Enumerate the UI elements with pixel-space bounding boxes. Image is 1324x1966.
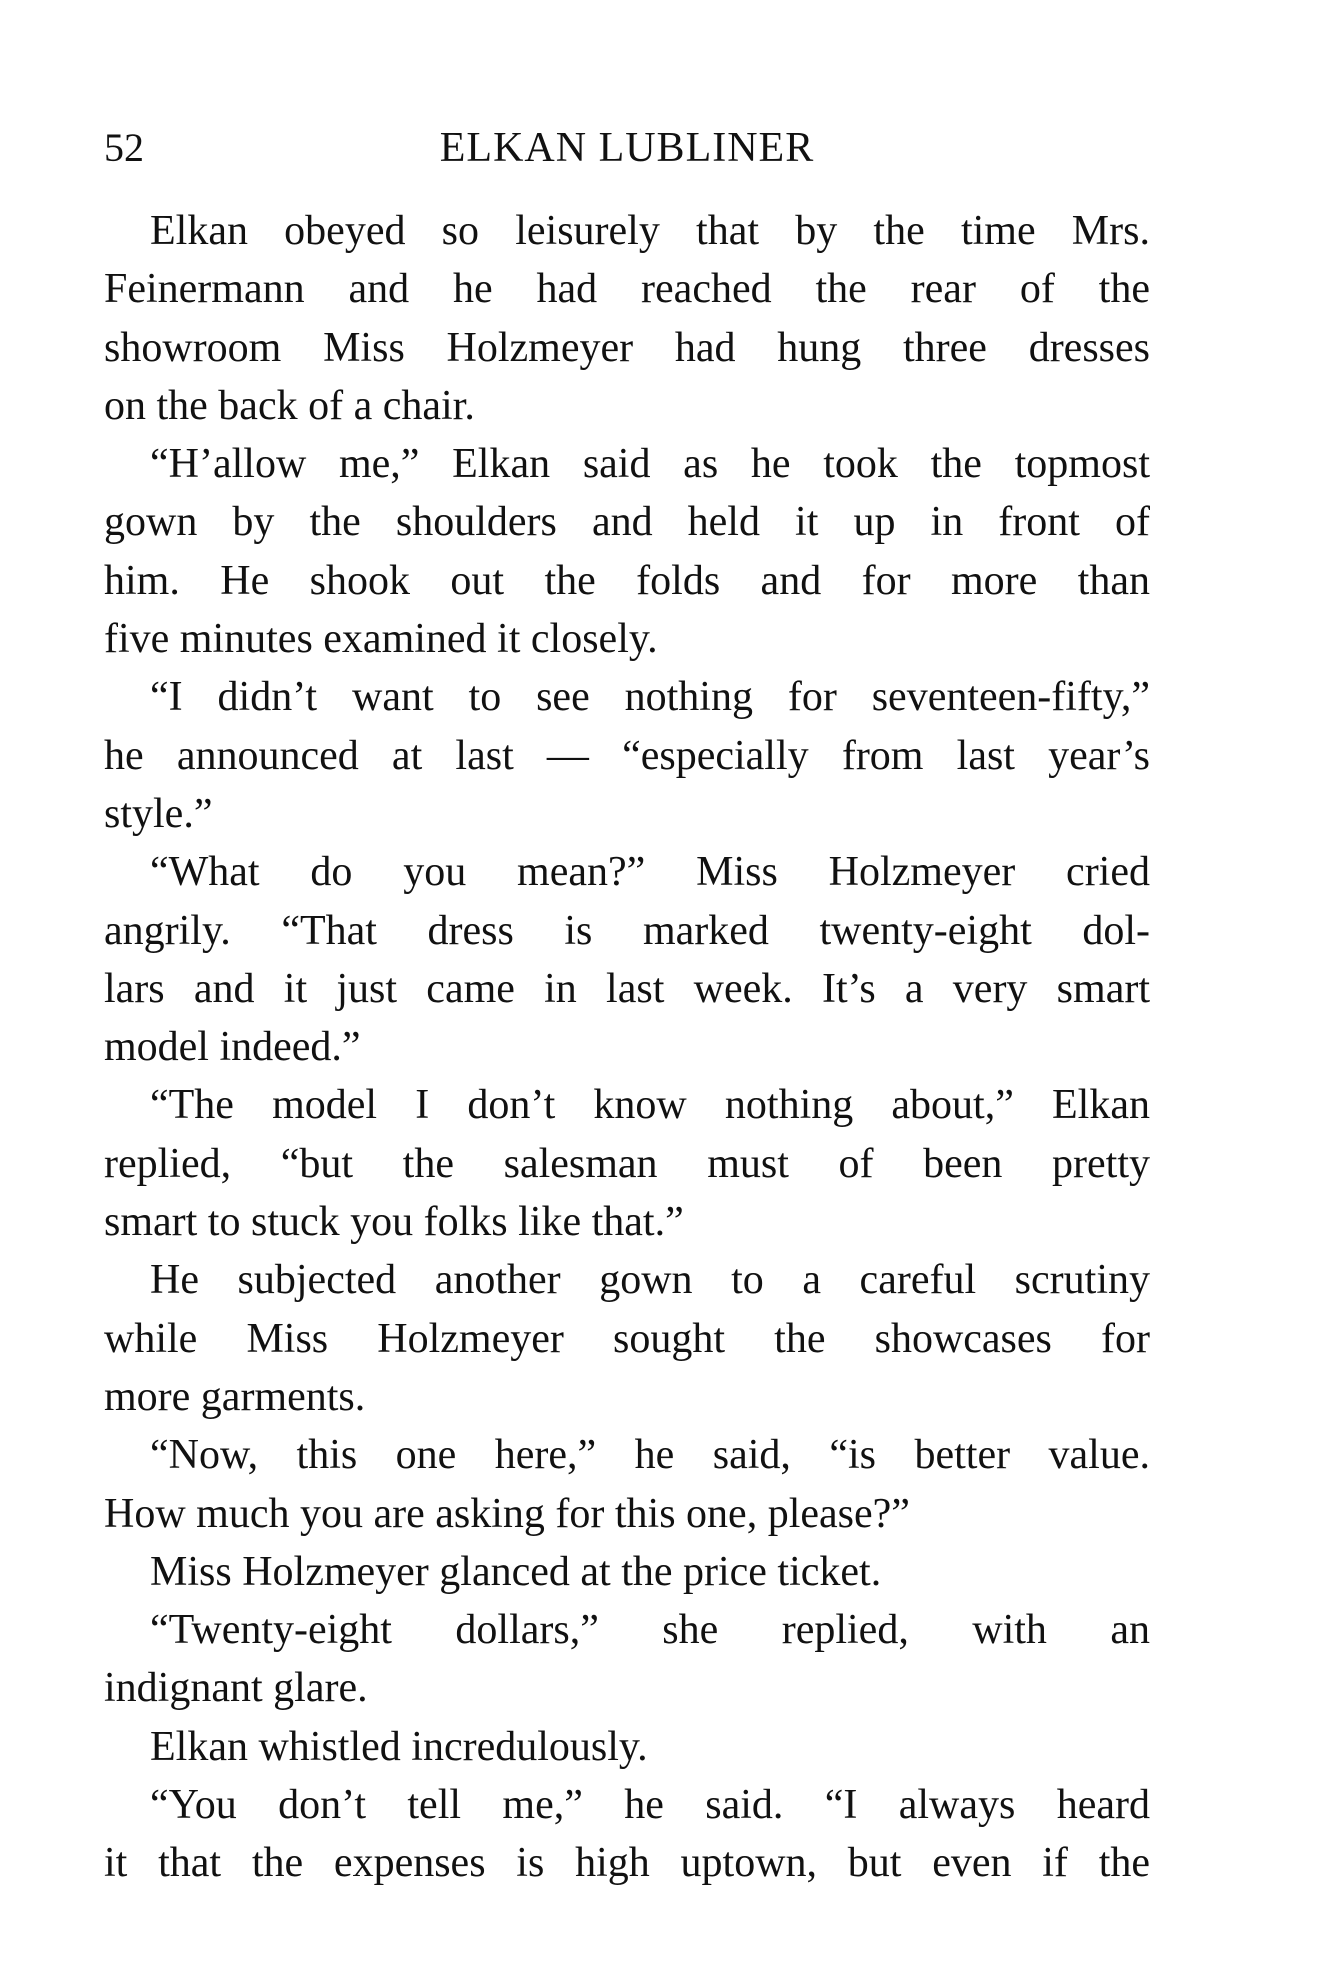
- page-header: [104, 118, 1150, 178]
- text-line: Elkan whistled incredulously.: [150, 1723, 648, 1770]
- text-line: more garments.: [104, 1373, 366, 1420]
- text-line: “You don’t tell me,” he said. “I always heard: [150, 1782, 1150, 1829]
- text-line: “H’allow me,” Elkan said as he took the topmost: [150, 441, 1150, 488]
- text-line: he announced at last — “especially from last year’s: [104, 732, 1150, 779]
- text-line: “I didn’t want to see nothing for seventeen-fifty,”: [150, 674, 1150, 721]
- text-line: “The model I don’t know nothing about,” Elkan: [150, 1082, 1150, 1129]
- text-line: “Now, this one here,” he said, “is better value.: [150, 1432, 1150, 1479]
- text-line: it that the expenses is high uptown, but even if the: [104, 1840, 1150, 1887]
- text-line: He subjected another gown to a careful scrutiny: [150, 1257, 1150, 1304]
- text-line: model indeed.”: [104, 1024, 361, 1071]
- text-line: smart to stuck you folks like that.”: [104, 1199, 684, 1246]
- text-line: gown by the shoulders and held it up in front of: [104, 499, 1150, 546]
- text-line: five minutes examined it closely.: [104, 616, 658, 663]
- text-line: replied, “but the salesman must of been pretty: [104, 1140, 1150, 1187]
- body-text: [104, 202, 1150, 1893]
- text-line: angrily. “That dress is marked twenty-eight dol-: [104, 907, 1150, 954]
- text-line: style.”: [104, 790, 213, 837]
- text-line: him. He shook out the folds and for more than: [104, 557, 1150, 604]
- text-line: showroom Miss Holzmeyer had hung three dresses: [104, 324, 1150, 371]
- text-line: “What do you mean?” Miss Holzmeyer cried: [150, 849, 1150, 896]
- text-line: while Miss Holzmeyer sought the showcases for: [104, 1315, 1150, 1362]
- text-line: lars and it just came in last week. It’s a very smart: [104, 965, 1150, 1012]
- text-line: Miss Holzmeyer glanced at the price ticket.: [150, 1548, 882, 1595]
- text-line: on the back of a chair.: [104, 382, 475, 429]
- text-line: indignant glare.: [104, 1665, 368, 1712]
- text-line: Elkan obeyed so leisurely that by the time Mrs.: [150, 208, 1150, 254]
- text-line: Feinermann and he had reached the rear of the: [104, 266, 1150, 313]
- text-line: “Twenty-eight dollars,” she replied, with an: [150, 1607, 1150, 1654]
- page-number: 52: [104, 125, 144, 170]
- running-title: ELKAN LUBLINER: [439, 125, 815, 171]
- text-line: How much you are asking for this one, please?”: [104, 1490, 910, 1537]
